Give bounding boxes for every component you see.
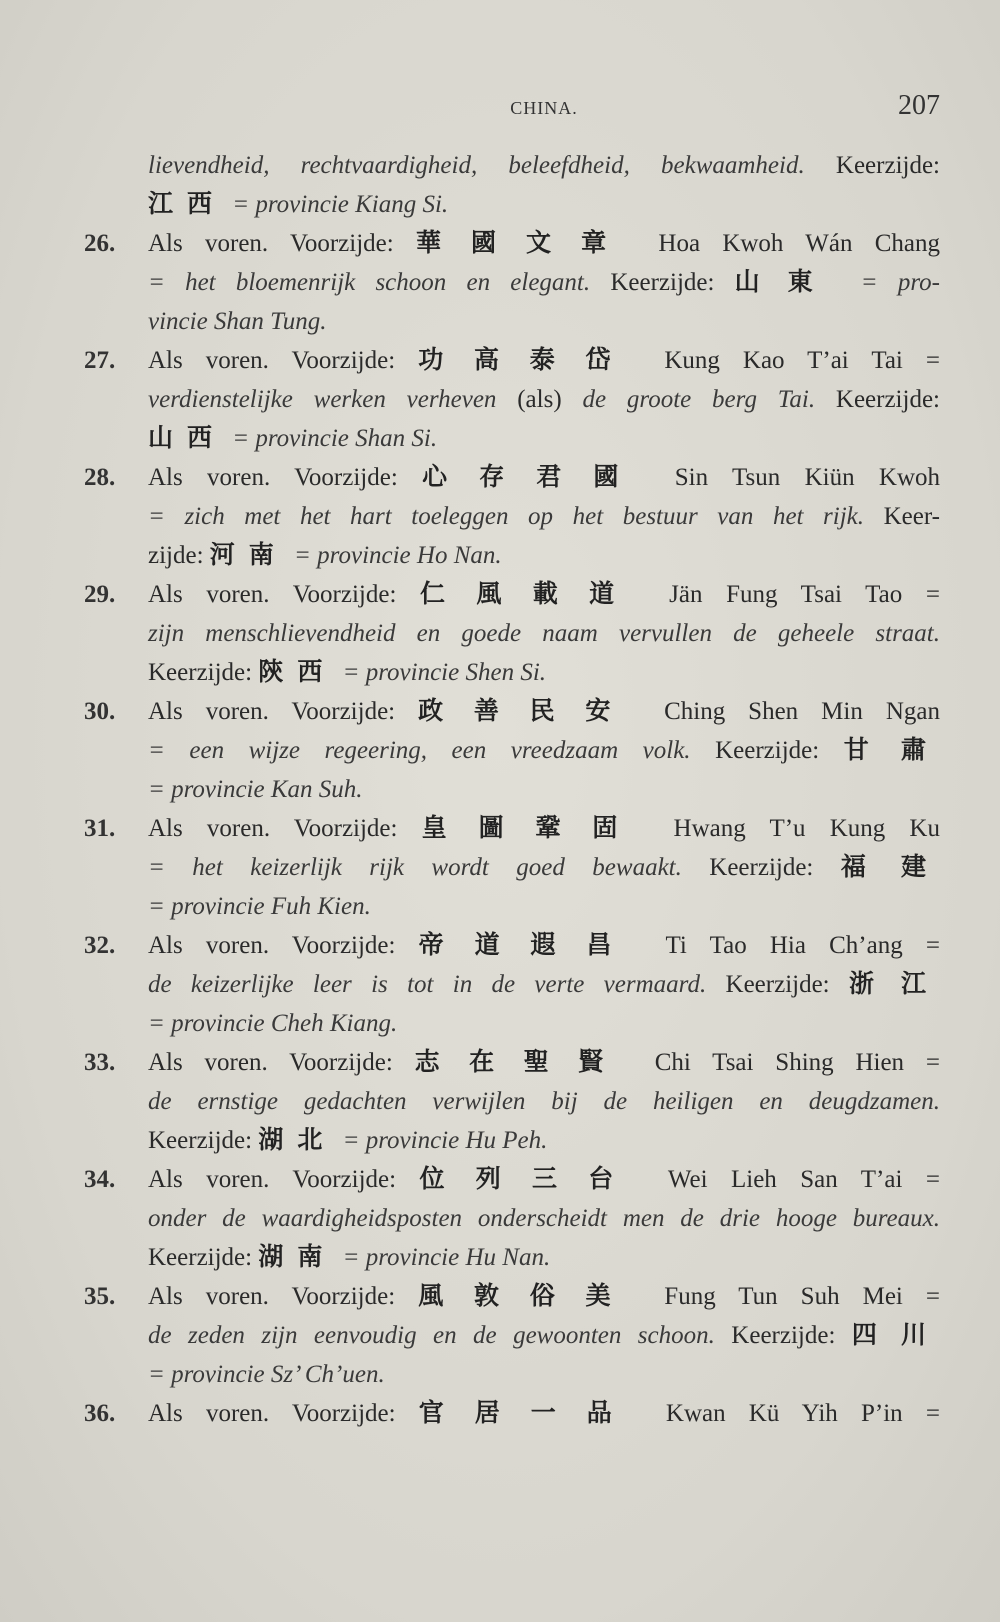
running-title: CHINA.: [510, 98, 578, 118]
line-text: [148, 1355, 940, 1394]
italic-text: de keizerlijke leer is tot in de verte vermaard.: [148, 971, 707, 998]
text-line: [84, 497, 940, 536]
entry-number: 31.: [84, 815, 116, 842]
italic-text: = provincie Hu Nan.: [336, 1244, 551, 1271]
text-line: [84, 146, 940, 185]
line-text: [148, 731, 940, 770]
text-line: [84, 1004, 940, 1043]
chinese-characters: 風敦俗美: [418, 1283, 642, 1310]
chinese-characters: 江西: [148, 191, 227, 218]
entry-first-line: [84, 1160, 940, 1199]
chinese-characters: 仁風載道: [420, 581, 646, 608]
italic-text: = een wijze regeering, een vreedzaam volk.: [148, 737, 691, 764]
roman-text: Ching Shen Min Ngan: [641, 698, 940, 725]
entry-number: 27.: [84, 347, 116, 374]
entry-number: 36.: [84, 1400, 116, 1427]
entry-number: 28.: [84, 464, 116, 491]
roman-text: Ti Tao Hia Ch’ang =: [642, 932, 940, 959]
roman-text: Als voren. Voorzijde:: [148, 1283, 419, 1310]
roman-text: (als): [496, 386, 583, 413]
chinese-characters: 帝道遐昌: [418, 932, 643, 959]
italic-text: = pro-: [840, 269, 940, 296]
text-line: [84, 1316, 940, 1355]
roman-text: Keerzijde:: [148, 659, 259, 686]
text-line: [84, 614, 940, 653]
roman-text: Keerzijde:: [681, 854, 841, 881]
roman-text: Jän Fung Tsai Tao =: [645, 581, 940, 608]
italic-text: = provincie Fuh Kien.: [148, 893, 371, 920]
line-text: [148, 380, 940, 419]
line-text: [148, 302, 940, 341]
italic-text: lievendheid, rechtvaardigheid, beleefdheid, bekwaamheid.: [148, 152, 805, 179]
italic-text: onder de waardigheidsposten onderscheidt men de drie hooge bureaux.: [148, 1205, 940, 1232]
line-text: [148, 1004, 940, 1043]
roman-text: Keerzijde:: [706, 971, 849, 998]
entry-number: 26.: [84, 230, 116, 257]
text-line: [84, 887, 940, 926]
line-text: [84, 458, 940, 497]
entry-first-line: [84, 458, 940, 497]
text-line: [84, 1082, 940, 1121]
line-text: [148, 536, 940, 575]
entry-first-line: [84, 926, 940, 965]
chinese-characters: 志在聖賢: [414, 1049, 633, 1076]
line-text: [148, 1316, 940, 1355]
line-text: [84, 1160, 940, 1199]
roman-text: Keerzijde:: [690, 737, 844, 764]
line-text: [84, 341, 940, 380]
line-text: [84, 926, 940, 965]
chinese-characters: 湖南: [258, 1244, 337, 1271]
entry-number: 30.: [84, 698, 116, 725]
text-line: [84, 653, 940, 692]
text-line: [84, 185, 940, 224]
text-line: [84, 1121, 940, 1160]
entry-number: 34.: [84, 1166, 116, 1193]
entry-number: 32.: [84, 932, 116, 959]
line-text: [148, 1082, 940, 1121]
line-text: [148, 263, 940, 302]
text-line: [84, 419, 940, 458]
entry-first-line: [84, 224, 940, 263]
roman-text: Als voren. Voorzijde:: [148, 698, 419, 725]
italic-text: = zich met het hart toeleggen op het bestuur van het rijk.: [148, 503, 865, 530]
line-text: [148, 1199, 940, 1238]
roman-text: Keer-: [864, 503, 940, 530]
chinese-characters: 陝西: [258, 659, 337, 686]
line-text: [84, 1394, 940, 1433]
line-text: [84, 575, 940, 614]
line-text: [148, 497, 940, 536]
text-line: [84, 263, 940, 302]
entry-first-line: [84, 692, 940, 731]
chinese-characters: 政善民安: [418, 698, 642, 725]
entry-first-line: [84, 1043, 940, 1082]
line-text: [148, 146, 940, 185]
text-line: [84, 1355, 940, 1394]
roman-text: Keerzijde:: [148, 1244, 259, 1271]
line-text: [148, 965, 940, 1004]
line-text: [84, 692, 940, 731]
entry-number: 35.: [84, 1283, 116, 1310]
entry-first-line: [84, 1277, 940, 1316]
roman-text: zijde:: [148, 542, 210, 569]
chinese-characters: 皇圖鞏固: [421, 815, 650, 842]
chinese-characters: 四川: [851, 1322, 940, 1349]
italic-text: de zeden zijn eenvoudig en de gewoonten schoon.: [148, 1322, 715, 1349]
roman-text: Keerzijde:: [804, 152, 940, 179]
running-head: [148, 90, 940, 130]
text-line: [84, 1199, 940, 1238]
roman-text: Hwang T’u Kung Ku: [649, 815, 940, 842]
roman-text: Keerzijde:: [590, 269, 735, 296]
roman-text: Als voren. Voorzijde:: [148, 1049, 415, 1076]
line-text: [148, 419, 940, 458]
entry-first-line: [84, 341, 940, 380]
chinese-characters: 心存君國: [422, 464, 651, 491]
line-text: [148, 1121, 940, 1160]
line-text: [148, 185, 940, 224]
entry-number: 33.: [84, 1049, 116, 1076]
entry-first-line: [84, 1394, 940, 1433]
chinese-characters: 功高泰岱: [418, 347, 642, 374]
italic-text: = provincie Shen Si.: [336, 659, 547, 686]
roman-text: Keerzijde:: [148, 1127, 259, 1154]
page-number: 207: [898, 90, 940, 121]
chinese-characters: 山東: [734, 269, 841, 296]
entry-first-line: [84, 809, 940, 848]
roman-text: Als voren. Voorzijde:: [148, 1166, 420, 1193]
chinese-characters: 華國文章: [415, 230, 637, 257]
italic-text: = provincie Shan Si.: [226, 425, 438, 452]
italic-text: = het keizerlijk rijk wordt goed bewaakt.: [148, 854, 682, 881]
text-line: [84, 380, 940, 419]
roman-text: Sin Tsun Kiün Kwoh: [650, 464, 940, 491]
roman-text: Wei Lieh San T’ai =: [644, 1166, 940, 1193]
chinese-characters: 福建: [840, 854, 940, 881]
chinese-characters: 浙江: [848, 971, 940, 998]
italic-text: = provincie Sz’ Ch’uen.: [148, 1361, 385, 1388]
text-line: [84, 302, 940, 341]
roman-text: Als voren. Voorzijde:: [148, 1400, 419, 1427]
roman-text: Als voren. Voorzijde:: [148, 932, 419, 959]
italic-text: de groote berg Tai.: [582, 386, 816, 413]
italic-text: = provincie Kiang Si.: [226, 191, 449, 218]
roman-text: Kwan Kü Yih P’in =: [642, 1400, 940, 1427]
chinese-characters: 位列三台: [419, 1166, 645, 1193]
line-text: [84, 809, 940, 848]
line-text: [148, 887, 940, 926]
chinese-characters: 山西: [148, 425, 227, 452]
line-text: [148, 770, 940, 809]
text-line: [84, 1238, 940, 1277]
italic-text: = het bloemenrijk schoon en elegant.: [148, 269, 591, 296]
roman-text: Als voren. Voorzijde:: [148, 230, 416, 257]
line-text: [84, 1043, 940, 1082]
roman-text: Als voren. Voorzijde:: [148, 464, 423, 491]
chinese-characters: 河南: [209, 542, 288, 569]
italic-text: = provincie Ho Nan.: [287, 542, 502, 569]
italic-text: de ernstige gedachten verwijlen bij de heiligen en deugdzamen.: [148, 1088, 940, 1115]
italic-text: = provincie Kan Suh.: [148, 776, 363, 803]
roman-text: Als voren. Voorzijde:: [148, 815, 422, 842]
entry-first-line: [84, 575, 940, 614]
italic-text: = provincie Hu Peh.: [336, 1127, 548, 1154]
text-line: [84, 848, 940, 887]
roman-text: Chi Tsai Shing Hien =: [632, 1049, 940, 1076]
roman-text: Keerzijde:: [714, 1322, 852, 1349]
body-text: [84, 146, 940, 1433]
italic-text: vincie Shan Tung.: [148, 308, 327, 335]
line-text: [148, 653, 940, 692]
line-text: [84, 1277, 940, 1316]
chinese-characters: 湖北: [258, 1127, 337, 1154]
line-text: [84, 224, 940, 263]
text-line: [84, 770, 940, 809]
text-line: [84, 965, 940, 1004]
line-text: [148, 614, 940, 653]
roman-text: Keerzijde:: [815, 386, 940, 413]
roman-text: Als voren. Voorzijde:: [148, 581, 421, 608]
text-line: [84, 536, 940, 575]
chinese-characters: 甘肅: [843, 737, 940, 764]
italic-text: verdienstelijke werken verheven: [148, 386, 497, 413]
chinese-characters: 官居一品: [418, 1400, 643, 1427]
text-line: [84, 731, 940, 770]
entry-number: 29.: [84, 581, 116, 608]
roman-text: Kung Kao T’ai Tai =: [641, 347, 941, 374]
italic-text: zijn menschlievendheid en goede naam vervullen de geheele straat.: [148, 620, 940, 647]
roman-text: Fung Tun Suh Mei =: [641, 1283, 940, 1310]
italic-text: = provincie Cheh Kiang.: [148, 1010, 398, 1037]
line-text: [148, 1238, 940, 1277]
line-text: [148, 848, 940, 887]
roman-text: Hoa Kwoh Wán Chang: [636, 230, 940, 257]
roman-text: Als voren. Voorzijde:: [148, 347, 419, 374]
